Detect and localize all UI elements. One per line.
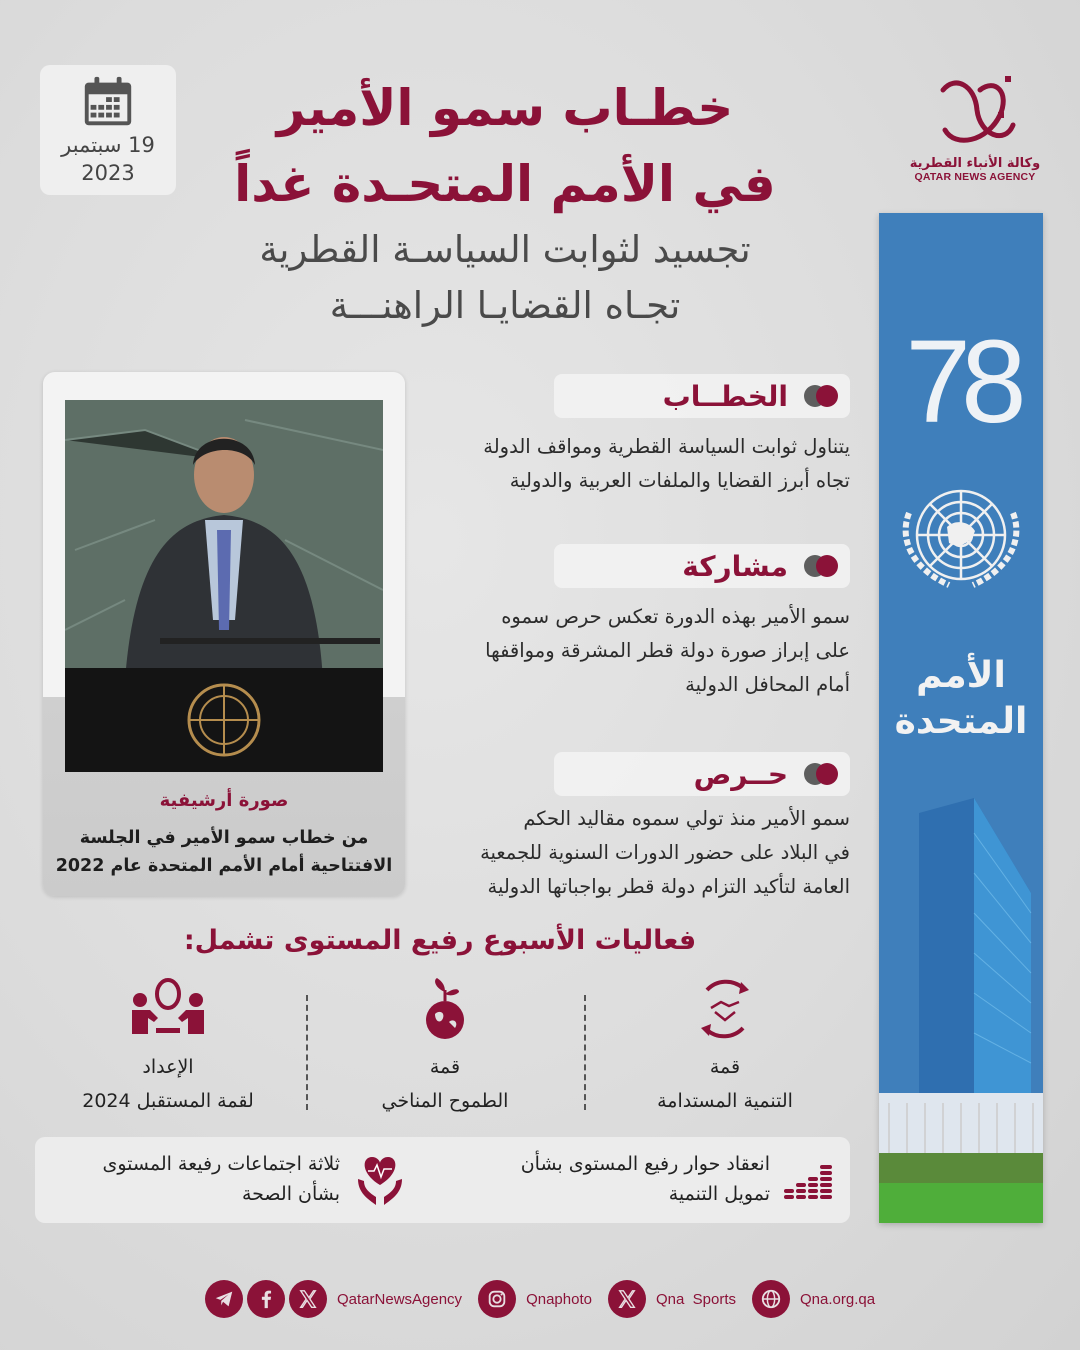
activity-line: الطموح المناخي (381, 1090, 509, 1112)
section-body (430, 802, 850, 904)
telegram-icon[interactable] (205, 1280, 243, 1318)
globe-plant-icon (405, 978, 485, 1040)
section-header (554, 752, 850, 796)
instagram-icon[interactable] (478, 1280, 516, 1318)
date-card (40, 65, 176, 195)
x-icon[interactable] (289, 1280, 327, 1318)
section-header (554, 374, 850, 418)
footer-social (205, 1280, 891, 1318)
activity-line: الإعداد (142, 1056, 194, 1078)
section-body (430, 430, 850, 498)
date-day-month: 19 سبتمبر (61, 133, 155, 157)
coin-stacks-icon (780, 1149, 840, 1209)
section-line: في البلاد على حضور الدورات السنوية للجمعية (480, 841, 850, 864)
archive-photo-card (43, 372, 405, 896)
un-building-image (879, 773, 1043, 1223)
un-emblem-icon (889, 483, 1033, 593)
handle-qna-sports[interactable]: Qna Sports (655, 1290, 736, 1308)
activity-label (605, 1050, 845, 1118)
activity-label (325, 1050, 565, 1118)
qna-logo-icon (925, 70, 1025, 150)
activity-line: التنمية المستدامة (657, 1090, 793, 1112)
un-name (879, 653, 1043, 745)
heart-hands-icon (350, 1149, 410, 1209)
section-line: تجاه أبرز القضايا والملفات العربية والدولية (509, 469, 850, 492)
section-line: سمو الأمير منذ تولي سموه مقاليد الحكم (523, 807, 850, 830)
meeting-people-icon (128, 978, 208, 1040)
bullet-dots-icon (798, 555, 838, 577)
info-text (102, 1149, 340, 1209)
photo-caption (43, 824, 405, 880)
activity-line: لقمة المستقبل 2024 (82, 1090, 254, 1112)
activity-sustainable-development (605, 978, 845, 1118)
logo-english: QATAR NEWS AGENCY (914, 171, 1036, 183)
photo-caption-title: صورة أرشيفية (159, 790, 289, 811)
facebook-icon[interactable] (247, 1280, 285, 1318)
activities-title: فعاليات الأسبوع رفيع المستوى تشمل: (183, 925, 697, 956)
archive-photo (65, 400, 383, 772)
page-title (195, 70, 815, 222)
subtitle-line-2: تجـاه القضايـا الراهنـــة (329, 284, 681, 327)
activity-climate-ambition (325, 978, 565, 1118)
un-session-number: 78 (905, 316, 1017, 448)
subtitle-line-1: تجسيد لثوابت السياسـة القطرية (259, 228, 751, 271)
logo-arabic: وكالة الأنباء القطرية (909, 156, 1041, 171)
handle-qatarnewsagency[interactable]: QatarNewsAgency (337, 1290, 463, 1308)
section-line: أمام المحافل الدولية (685, 673, 850, 696)
activity-line: قمة (429, 1056, 461, 1078)
handle-website[interactable]: Qna.org.qa (800, 1290, 876, 1308)
un-panel (879, 213, 1043, 1223)
x-icon[interactable] (608, 1280, 646, 1318)
globe-icon[interactable] (752, 1280, 790, 1318)
handshake-cycle-icon (685, 978, 765, 1040)
title-line-2: في الأمم المتحـدة غداً (234, 155, 776, 213)
un-name-line-2: المتحدة (894, 701, 1028, 742)
un-name-line-1: الأمم (916, 655, 1006, 696)
page-subtitle (195, 222, 815, 334)
info-text (521, 1149, 770, 1209)
info-item-development-finance (521, 1149, 840, 1209)
photo-caption-line-1: من خطاب سمو الأمير في الجلسة (79, 828, 369, 848)
activity-summit-future (48, 978, 288, 1118)
section-line: سمو الأمير بهذه الدورة تعكس حرص سموه (501, 605, 850, 628)
section-line: العامة لتأكيد التزام دولة قطر بواجباتها الدولية (487, 875, 850, 898)
activity-label (48, 1050, 288, 1118)
handle-qnaphoto[interactable]: Qnaphoto (526, 1290, 592, 1308)
info-line: انعقاد حوار رفيع المستوى بشأن (520, 1153, 770, 1175)
bullet-dots-icon (798, 763, 838, 785)
info-line: بشأن الصحة (241, 1183, 340, 1205)
info-bar (35, 1137, 850, 1223)
section-body (430, 600, 850, 702)
section-title: حــرص (693, 757, 788, 791)
date-year: 2023 (81, 161, 135, 185)
section-title: الخطــاب (662, 379, 788, 413)
info-line: ثلاثة اجتماعات رفيعة المستوى (102, 1153, 340, 1175)
section-title: مشاركة (682, 549, 788, 583)
calendar-icon (79, 73, 137, 131)
section-line: على إبراز صورة دولة قطر المشرقة ومواقفها (485, 639, 850, 662)
divider (584, 995, 586, 1110)
section-header (554, 544, 850, 588)
photo-caption-line-2: الافتتاحية أمام الأمم المتحدة عام 2022 (55, 856, 393, 876)
qna-logo (905, 70, 1045, 183)
section-participation (430, 544, 850, 702)
bullet-dots-icon (798, 385, 838, 407)
section-commitment (430, 752, 850, 904)
activity-line: قمة (709, 1056, 741, 1078)
divider (306, 995, 308, 1110)
info-item-health-meetings (102, 1149, 410, 1209)
info-line: تمويل التنمية (668, 1183, 770, 1205)
section-speech (430, 374, 850, 498)
section-line: يتناول ثوابت السياسة القطرية ومواقف الدولة (483, 435, 850, 458)
emir-speech-image (65, 400, 383, 772)
title-line-1: خطـاب سمو الأمير (276, 79, 734, 137)
